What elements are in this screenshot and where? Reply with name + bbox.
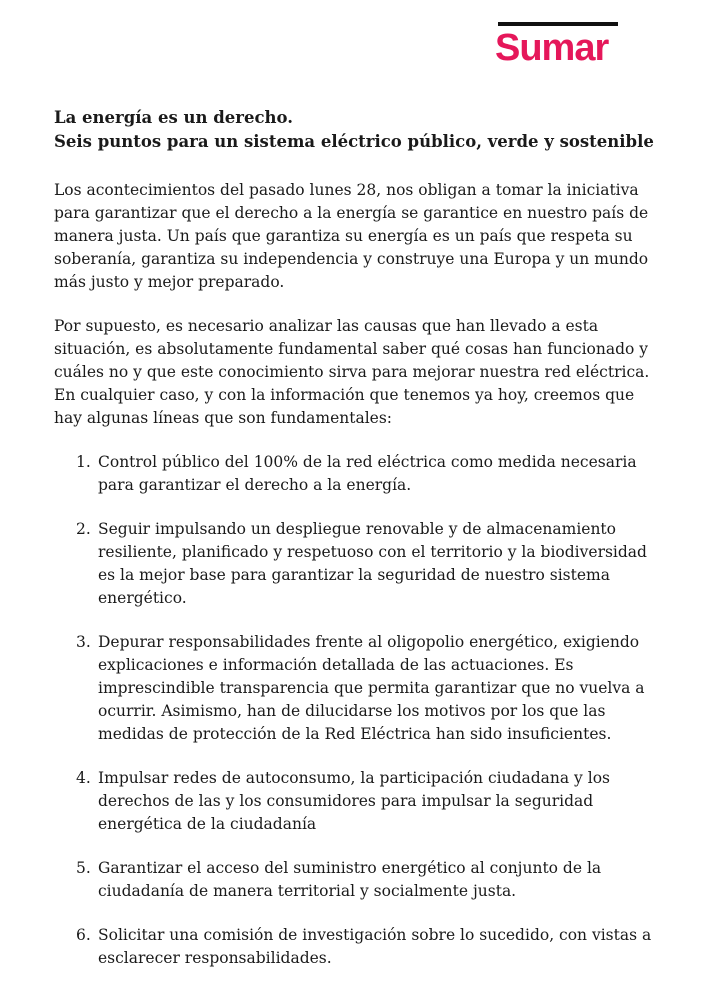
list-item-text: Control público del 100% de la red eléctrica como medida necesaria para garantizar el derecho a la energía. [98, 453, 637, 494]
list-item-number: 6. [76, 926, 91, 944]
list-item [76, 518, 654, 610]
logo-text: Sumar [495, 27, 609, 69]
list-item-text: Solicitar una comisión de investigación sobre lo sucedido, con vistas a esclarecer responsabilidades. [98, 926, 652, 967]
title-line-2: Seis puntos para un sistema eléctrico público, verde y sostenible [54, 132, 654, 151]
list-item [76, 767, 654, 836]
list-item-number: 1. [76, 453, 91, 471]
document-title [54, 106, 654, 154]
list-item-number: 3. [76, 633, 91, 651]
list-item [76, 857, 654, 903]
title-line-1: La energía es un derecho. [54, 108, 293, 127]
points-list [54, 451, 654, 970]
sumar-logo [497, 22, 619, 67]
document-body [54, 106, 654, 991]
list-item-text: Seguir impulsando un despliegue renovable y de almacenamiento resiliente, planificado y respetuoso con el territorio y la biodiversidad es la mejor base para garantizar la seguridad de nuestro sistema energético. [98, 520, 647, 607]
list-item-text: Depurar responsabilidades frente al oligopolio energético, exigiendo explicaciones e información detallada de las actuaciones. Es imprescindible transparencia que permita garantizar que no vuelva a ocurrir. Asimismo, han de dilucidarse los motivos por los que las medidas de protección de la Red Eléctrica han sido insuficientes. [98, 633, 645, 743]
list-item [76, 631, 654, 746]
list-item-number: 4. [76, 769, 91, 787]
context-paragraph: Por supuesto, es necesario analizar las causas que han llevado a esta situación, es absolutamente fundamental saber qué cosas han funcionado y cuáles no y que este conocimiento sirva para mejorar nuestra red eléctrica. En cualquier caso, y con la información que tenemos ya hoy, creemos que hay algunas líneas que son fundamentales: [54, 317, 650, 427]
intro-paragraph: Los acontecimientos del pasado lunes 28, nos obligan a tomar la iniciativa para garantizar que el derecho a la energía se garantice en nuestro país de manera justa. Un país que garantiza su energía es un país que respeta su soberanía, garantiza su independencia y construye una Europa y un mundo más justo y mejor preparado. [54, 181, 649, 291]
list-item [76, 924, 654, 970]
list-item [76, 451, 654, 497]
logo-bar [498, 22, 618, 26]
list-item-number: 2. [76, 520, 91, 538]
list-item-text: Garantizar el acceso del suministro energético al conjunto de la ciudadanía de manera territorial y socialmente justa. [98, 859, 602, 900]
list-item-number: 5. [76, 859, 91, 877]
list-item-text: Impulsar redes de autoconsumo, la participación ciudadana y los derechos de las y los consumidores para impulsar la seguridad energética de la ciudadanía [98, 769, 610, 833]
